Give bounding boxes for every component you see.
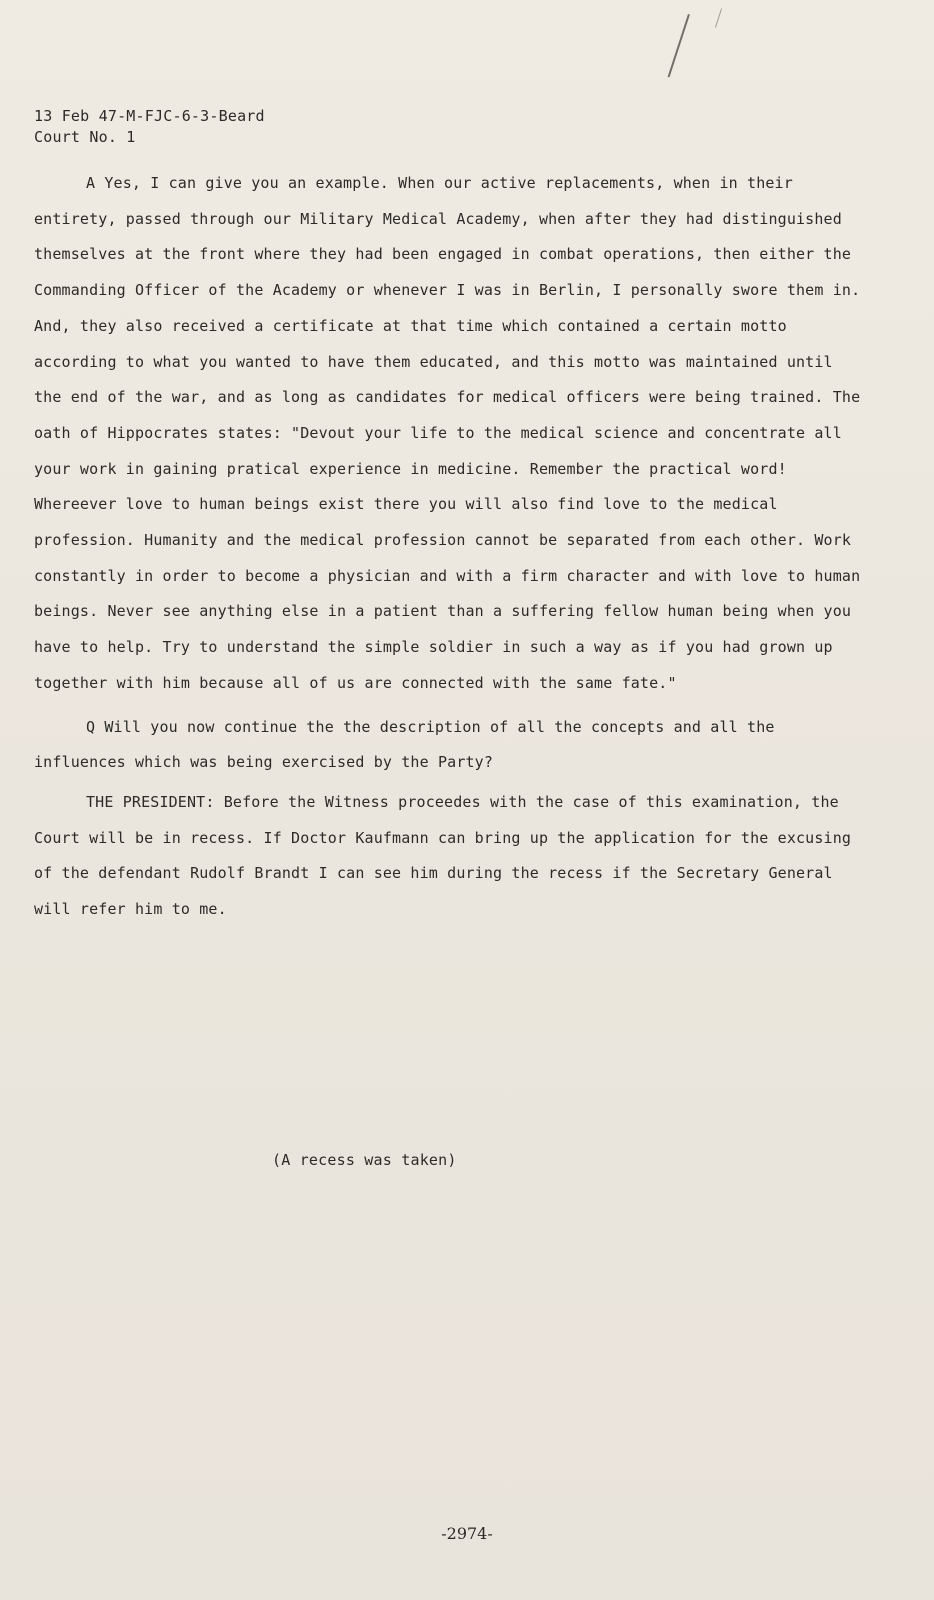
question-paragraph: Q Will you now continue the the description of all the concepts and all the influences which was being exercised by the Party? <box>34 717 775 772</box>
handwritten-slash-mark <box>668 14 690 77</box>
transcript-body <box>34 166 864 928</box>
header-date-code: 13 Feb 47-M-FJC-6-3-Beard <box>34 107 265 125</box>
recess-note: (A recess was taken) <box>272 1151 457 1169</box>
header-court-number: Court No. 1 <box>34 128 136 146</box>
faint-pen-mark <box>715 8 722 27</box>
document-header <box>34 106 265 148</box>
president-statement-paragraph: THE PRESIDENT: Before the Witness proceedes with the case of this examination, the Court will be in recess. If Doctor Kaufmann can bring up the application for the excusing of the defendant Rudolf Brandt I can see him during the recess if the Secretary General will refer him to me. <box>34 792 852 919</box>
answer-paragraph: A Yes, I can give you an example. When our active replacements, when in their entirety, passed through our Military Medical Academy, when after they had distinguished themselves at the front where they had been engaged in combat operations, then either the Commanding Officer of the Academy or whenever I was in Berlin, I personally swore them in. And, they also received a certificate at that time which contained a certain motto according to what you wanted to have them educated, and this motto was maintained until the end of the war, and as long as candidates for medical officers were being trained. The oath of Hippocrates states: "Devout your life to the medical science and concentrate all your work in gaining pratical experience in medicine. Remember the practical word! Whereever love to human beings exist there you will also find love to the medical profession. Humanity and the medical profession cannot be separated from each other. Work constantly in order to become a physician and with a firm character and with love to human beings. Never see anything else in a patient than a suffering fellow human being when you have to help. Try to understand the simple soldier in such a way as if you had grown up together with him because all of us are connected with the same fate." <box>34 174 861 692</box>
page-number: -2974- <box>441 1524 493 1543</box>
